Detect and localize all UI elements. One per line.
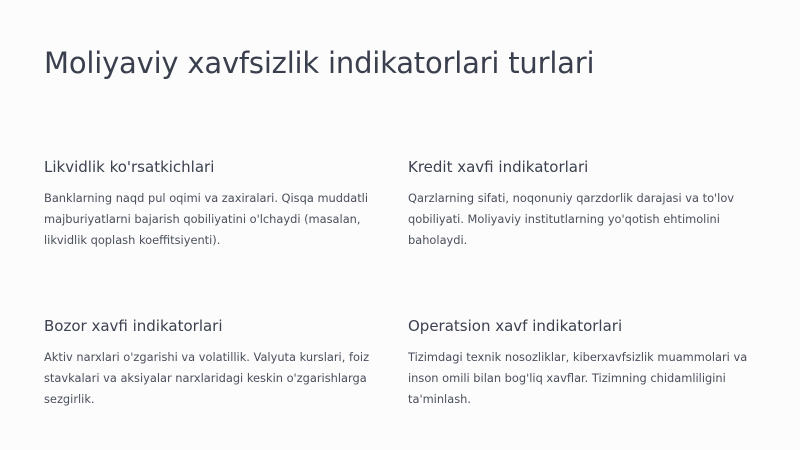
indicator-card-market-risk — [44, 317, 384, 410]
card-heading: Kredit xavfi indikatorlari — [408, 158, 589, 176]
card-description: Banklarning naqd pul oqimi va zaxiralari. Qisqa muddatli majburiyatlarni bajarish qobiliyatini o'lchaydi (masalan, likvidlik qoplash koeffitsiyenti). — [44, 191, 369, 247]
card-description: Aktiv narxlari o'zgarishi va volatillik. Valyuta kurslari, foiz stavkalari va aksiyalar narxlaridagi keskin o'zgarishlarga sezgirlik. — [44, 350, 370, 406]
indicator-card-credit-risk — [408, 158, 748, 251]
card-heading: Operatsion xavf indikatorlari — [408, 317, 623, 335]
page-title: Moliyaviy xavfsizlik indikatorlari turlari — [44, 46, 595, 80]
card-description: Tizimdagi texnik nosozliklar, kiberxavfsizlik muammolari va inson omili bilan bog'liq xavflar. Tizimning chidamliligini ta'minlash. — [408, 350, 748, 406]
card-description: Qarzlarning sifati, noqonuniy qarzdorlik darajasi va to'lov qobiliyati. Moliyaviy institutlarning yo'qotish ehtimolini baholaydi. — [408, 191, 735, 247]
indicator-card-liquidity — [44, 158, 384, 251]
indicator-card-operational-risk — [408, 317, 748, 410]
card-heading: Likvidlik ko'rsatkichlari — [44, 158, 215, 176]
card-heading: Bozor xavfi indikatorlari — [44, 317, 223, 335]
